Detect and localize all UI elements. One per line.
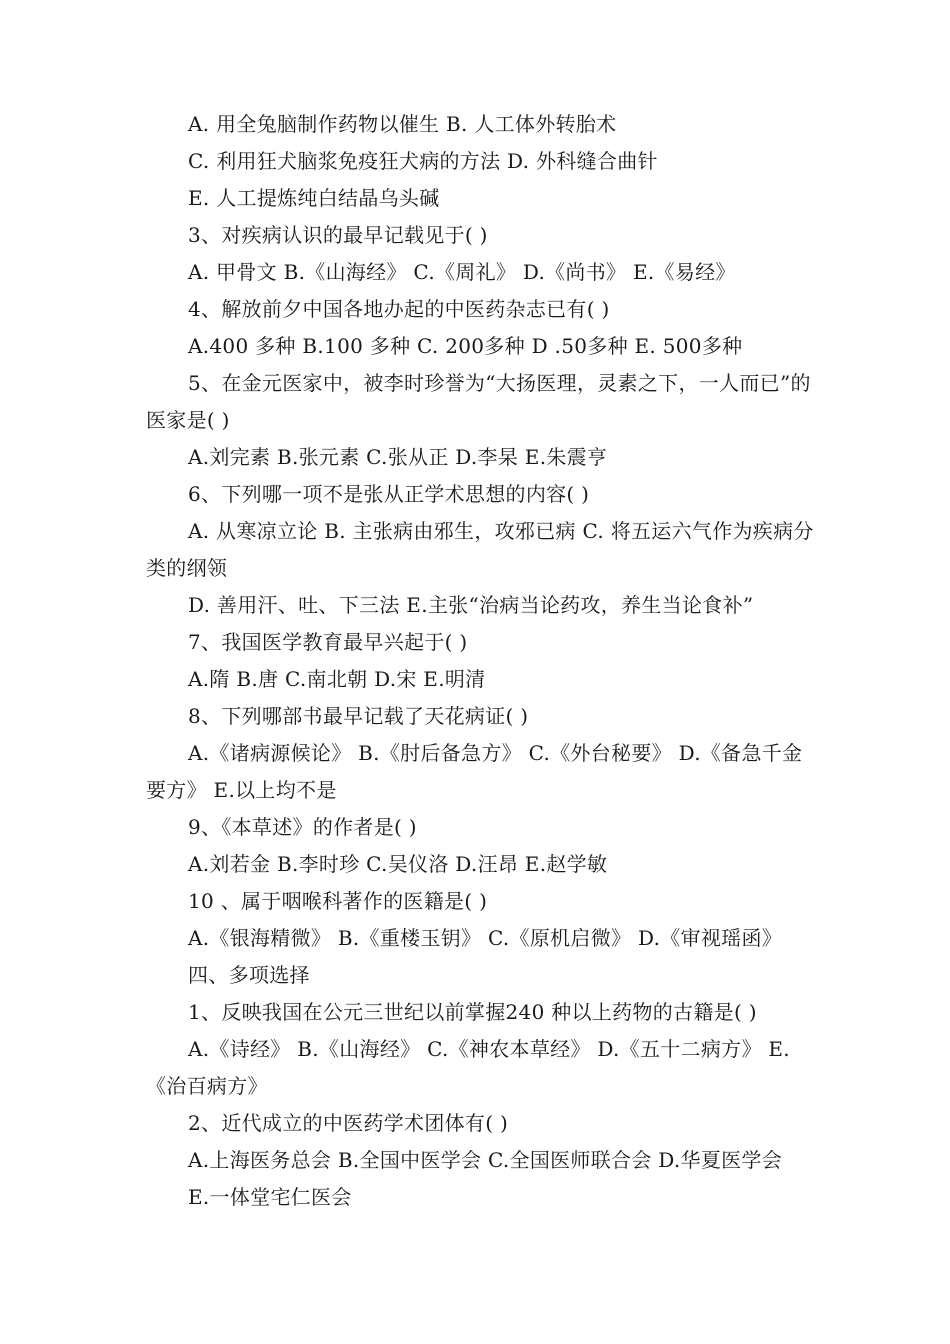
- options-10: A.《银海精微》 B.《重楼玉钥》 C.《原机启微》 D.《审视瑶函》: [188, 926, 783, 950]
- options-4: A.400 多种 B.100 多种 C. 200多种 D .50多种 E. 500多种: [188, 334, 743, 358]
- text-line: A. 用全兔脑制作药物以催生 B. 人工体外转胎术: [188, 112, 617, 136]
- multi-options-2: A.上海医务总会 B.全国中医学会 C.全国医师联合会 D.华夏医学会: [188, 1148, 783, 1172]
- question-10: 10 、属于咽喉科著作的医籍是( ): [188, 889, 488, 913]
- section-heading: 四、多项选择: [188, 963, 310, 987]
- options-5: A.刘完素 B.张元素 C.张从正 D.李杲 E.朱震亨: [188, 445, 608, 469]
- question-7: 7、我国医学教育最早兴起于( ): [188, 630, 468, 654]
- question-6: 6、下列哪一项不是张从正学术思想的内容( ): [188, 482, 590, 506]
- options-8: A.《诸病源候论》 B.《肘后备急方》 C.《外台秘要》 D.《备急千金要方》 E.以上均不是: [146, 741, 803, 802]
- options-3: A. 甲骨文 B.《山海经》 C.《周礼》 D.《尚书》 E.《易经》: [188, 260, 736, 284]
- question-8: 8、下列哪部书最早记载了天花病证( ): [188, 704, 529, 728]
- text-line: C. 利用狂犬脑浆免疫狂犬病的方法 D. 外科缝合曲针: [188, 149, 658, 173]
- question-3: 3、对疾病认识的最早记载见于( ): [188, 223, 488, 247]
- multi-options-2-cont: E.一体堂宅仁医会: [188, 1185, 352, 1209]
- multi-options-1: A.《诗经》 B.《山海经》 C.《神农本草经》 D.《五十二病方》 E.《治百病方》: [146, 1037, 790, 1098]
- multi-question-1: 1、反映我国在公元三世纪以前掌握240 种以上药物的古籍是( ): [188, 1000, 757, 1024]
- question-4: 4、解放前夕中国各地办起的中医药杂志已有( ): [188, 297, 610, 321]
- options-6: A. 从寒凉立论 B. 主张病由邪生，攻邪已病 C. 将五运六气作为疾病分类的纲领: [146, 519, 814, 580]
- question-9: 9、《本草述》的作者是( ): [188, 815, 417, 839]
- document-body: [146, 106, 816, 1216]
- question-5: 5、在金元医家中，被李时珍誉为“大扬医理，灵素之下，一人而已”的医家是( ): [146, 371, 811, 432]
- text-line: E. 人工提炼纯白结晶乌头碱: [188, 186, 440, 210]
- options-9: A.刘若金 B.李时珍 C.吴仪洛 D.汪昂 E.赵学敏: [188, 852, 608, 876]
- multi-question-2: 2、近代成立的中医药学术团体有( ): [188, 1111, 509, 1135]
- options-6-cont: D. 善用汗、吐、下三法 E.主张“治病当论药攻，养生当论食补”: [188, 593, 754, 617]
- options-7: A.隋 B.唐 C.南北朝 D.宋 E.明清: [188, 667, 486, 691]
